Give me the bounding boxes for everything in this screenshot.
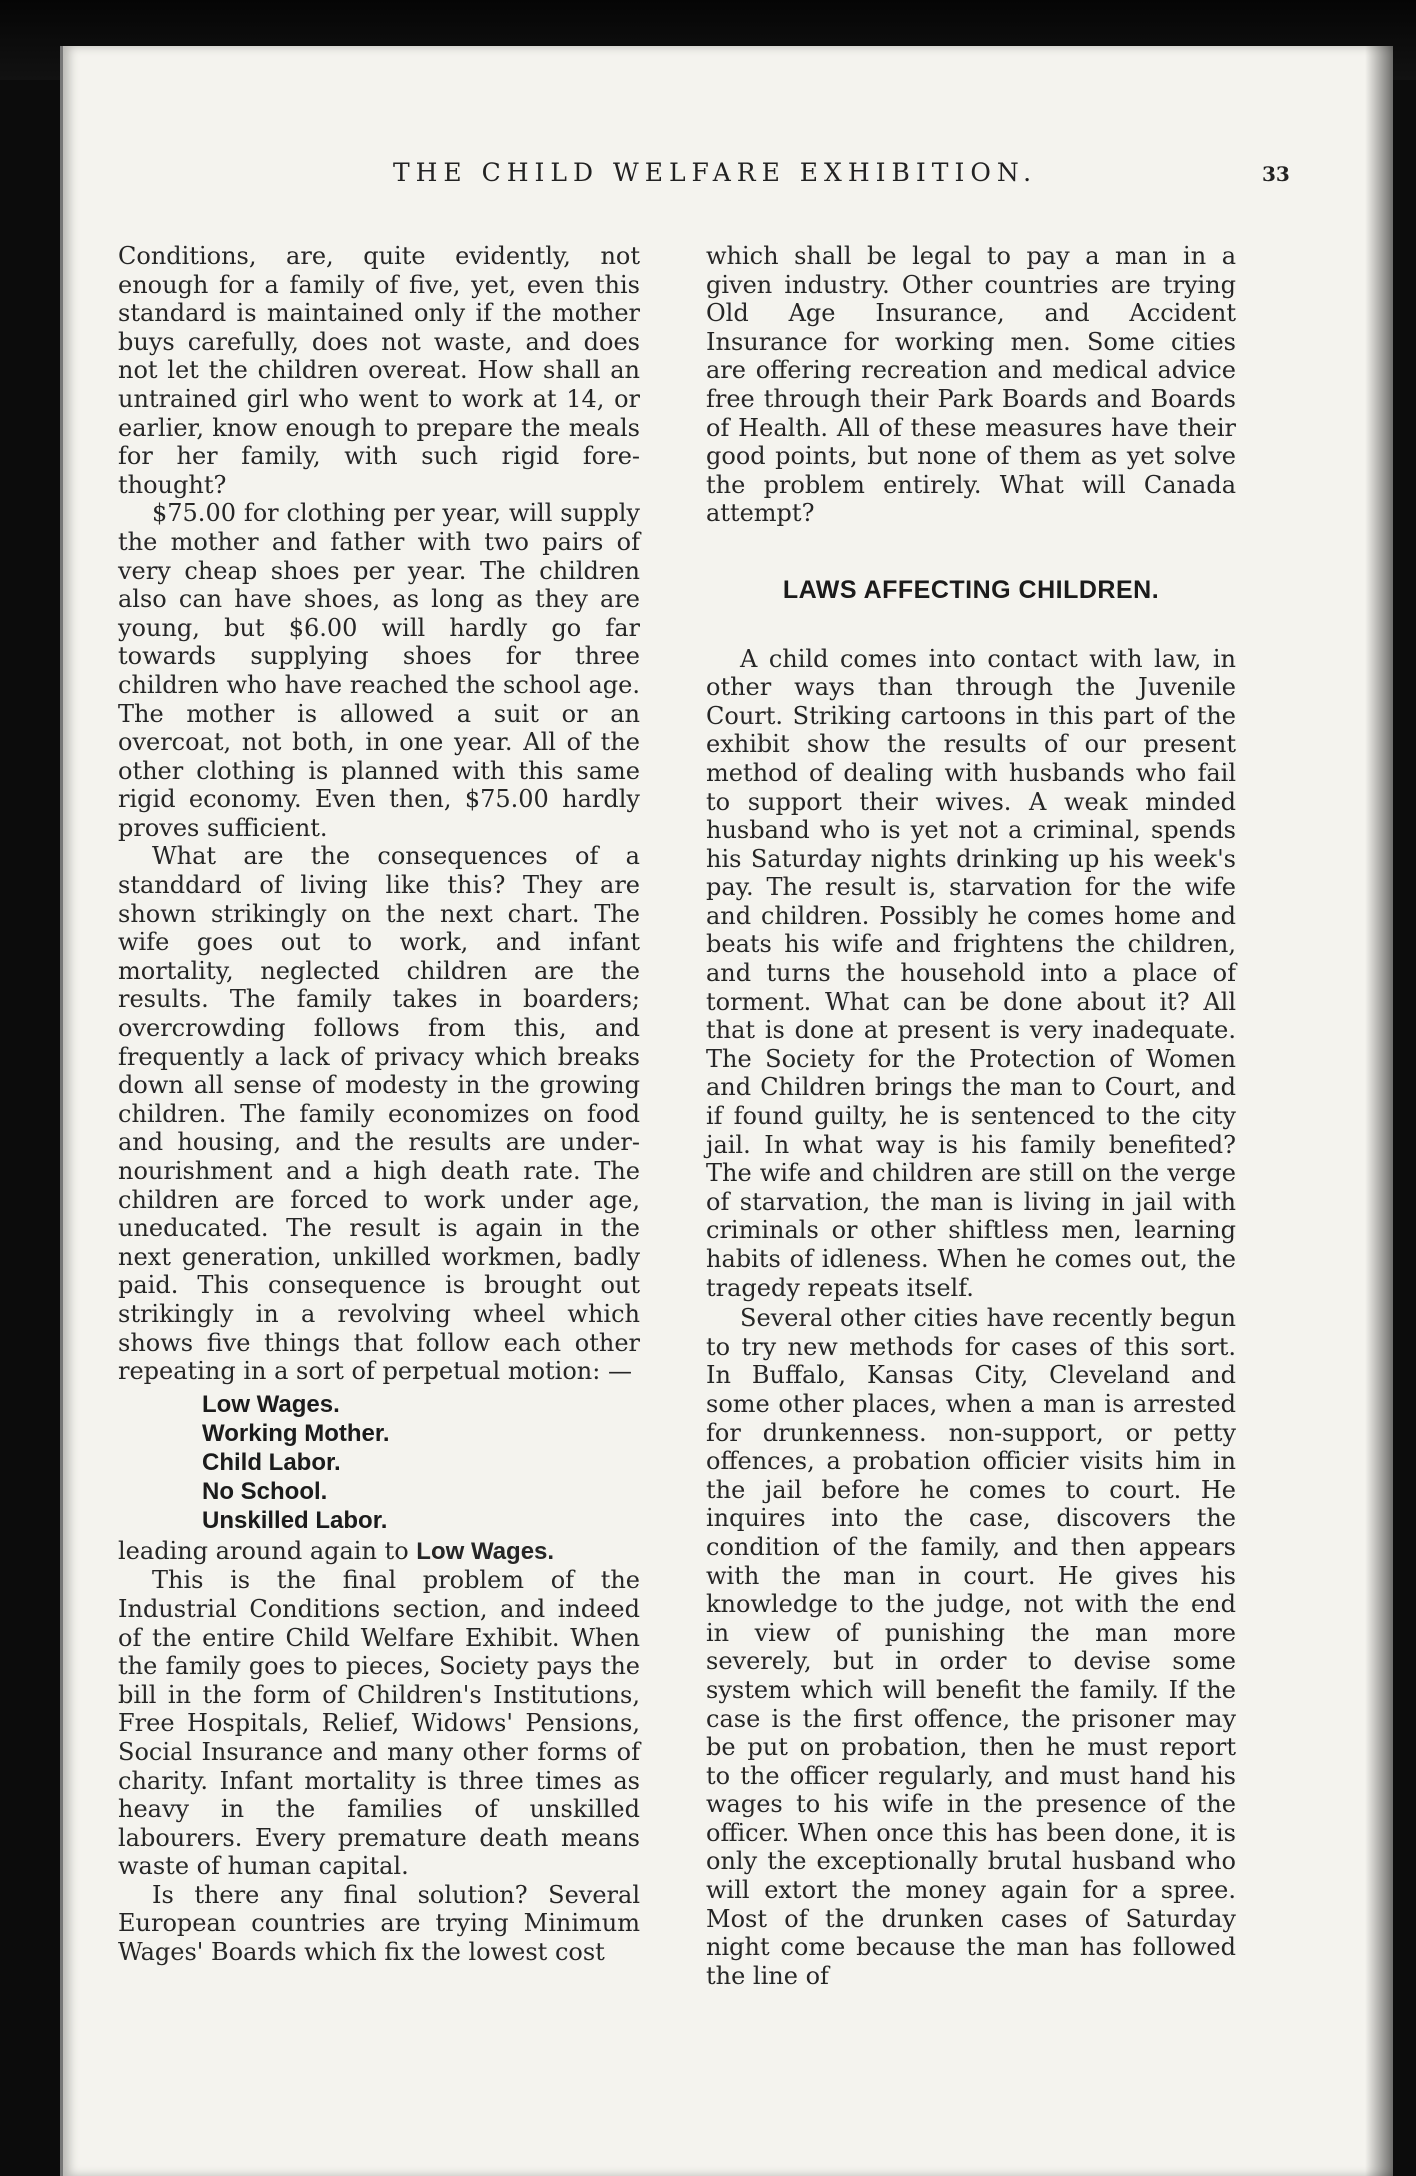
right-paragraph-1: which shall be legal to pay a man in a given industry. Other countries are trying Old Age Insurance, and Accident Insurance for working men. Some cities are offering recreation and medical advice free through their Park Boards and Boards of Health. All of these measures have their good points, but none of them as yet solve the problem entirely. What will Canada attempt?	[706, 242, 1236, 528]
cycle-item: Unskilled Labor.	[202, 1506, 388, 1534]
left-paragraph-3: What are the consequences of a standdard of living like this? They are shown strikingly on the next chart. The wife goes out to work, and infant mortality, neglected children are the results. The family takes in boarders; overcrowding follows from this, and frequently a lack of privacy which breaks down all sense of modesty in the growing children. The family economizes on food and housing, and the results are under-nourishment and a high death rate. The children are forced to work under age, uneducated. The result is again in the next generation, unkilled workmen, badly paid. This consequence is brought out strikingly in a revolving wheel which shows five things that follow each other repeating in a sort of perpetual motion: —	[118, 842, 640, 1386]
left-paragraph-1: Conditions, are, quite evidently, not enough for a family of five, yet, even this standard is maintained only if the mother buys carefully, does not waste, and does not let the children overeat. How shall an untrained girl who went to work at 14, or earlier, know enough to prepare the meals for her family, with such rigid fore-thought?	[118, 242, 640, 499]
left-paragraph-4: This is the final problem of the Industrial Conditions section, and indeed of the entire Child Welfare Exhibit. When the family goes to pieces, Society pays the bill in the form of Children's Institutions, Free Hospitals, Relief, Widows' Pensions, Social Insurance and many other forms of charity. Infant mortality is three times as heavy in the families of unskilled labourers. Every premature death means waste of human capital.	[118, 1566, 640, 1881]
right-paragraph-2: A child comes into contact with law, in other ways than through the Juvenile Court. Striking cartoons in this part of the exhibit show the results of our present method of dealing with husbands who fail to support their wives. A weak minded husband who is yet not a criminal, spends his Saturday nights drinking up his week's pay. The result is, starvation for the wife and children. Possibly he comes home and beats his wife and frightens the children, and turns the household into a place of torment. What can be done about it? All that is done at present is very inadequate. The Society for the Protection of Women and Children brings the man to Court, and if found guilty, he is sentenced to the city jail. In what way is his family benefited? The wife and children are still on the verge of starvation, the man is living in jail with criminals or other shiftless men, learning habits of idleness. When he comes out, the tragedy repeats itself.	[706, 644, 1236, 1302]
left-paragraph-5: Is there any final solution? Several European countries are trying Minimum Wages' Boards which fix the lowest cost	[118, 1880, 640, 1967]
leading-line	[118, 1537, 640, 1567]
cycle-item: No School.	[202, 1477, 328, 1505]
page-edge-shadow	[1365, 46, 1393, 2176]
page-number: 33	[1262, 162, 1290, 186]
right-column	[706, 242, 1236, 1992]
right-paragraph-3: Several other cities have recently begun to try new methods for cases of this sort. In Buffalo, Kansas City, Cleveland and some other places, when a man is arrested for drunkenness. non-support, or petty offences, a probation officier visits him in the jail before he comes to court. He inquires into the case, discovers the condition of the family, and then appears with the man in court. He gives his knowledge to the judge, not with the end in view of punishing the man more severely, but in order to devise some system which will benefit the family. If the case is the first offence, the prisoner may be put on probation, then he must report to the officer regularly, and must hand his wages to his wife in the presence of the officer. When once this has been done, it is only the exceptionally brutal husband who will extort the money again for a spree. Most of the drunken cases of Saturday night come because the man has followed the line of	[706, 1304, 1236, 1990]
cycle-item: Low Wages.	[202, 1390, 340, 1418]
cycle-item: Child Labor.	[202, 1448, 341, 1476]
leading-bold: Low Wages.	[416, 1537, 555, 1565]
left-column	[118, 242, 640, 1967]
cycle-list	[202, 1390, 640, 1535]
section-heading: LAWS AFFECTING CHILDREN.	[782, 575, 1160, 604]
cycle-item: Working Mother.	[202, 1419, 390, 1447]
left-paragraph-2: $75.00 for clothing per year, will supply the mother and father with two pairs of very cheap shoes per year. The children also can have shoes, as long as they are young, but $6.00 will hardly go far towards supplying shoes for three children who have reached the school age. The mother is allowed a suit or an overcoat, not both, in one year. All of the other clothing is planned with this same rigid economy. Even then, $75.00 hardly proves sufficient.	[118, 499, 640, 842]
leading-prefix: leading around again to	[118, 1536, 417, 1565]
running-title: THE CHILD WELFARE EXHIBITION.	[392, 158, 1038, 187]
